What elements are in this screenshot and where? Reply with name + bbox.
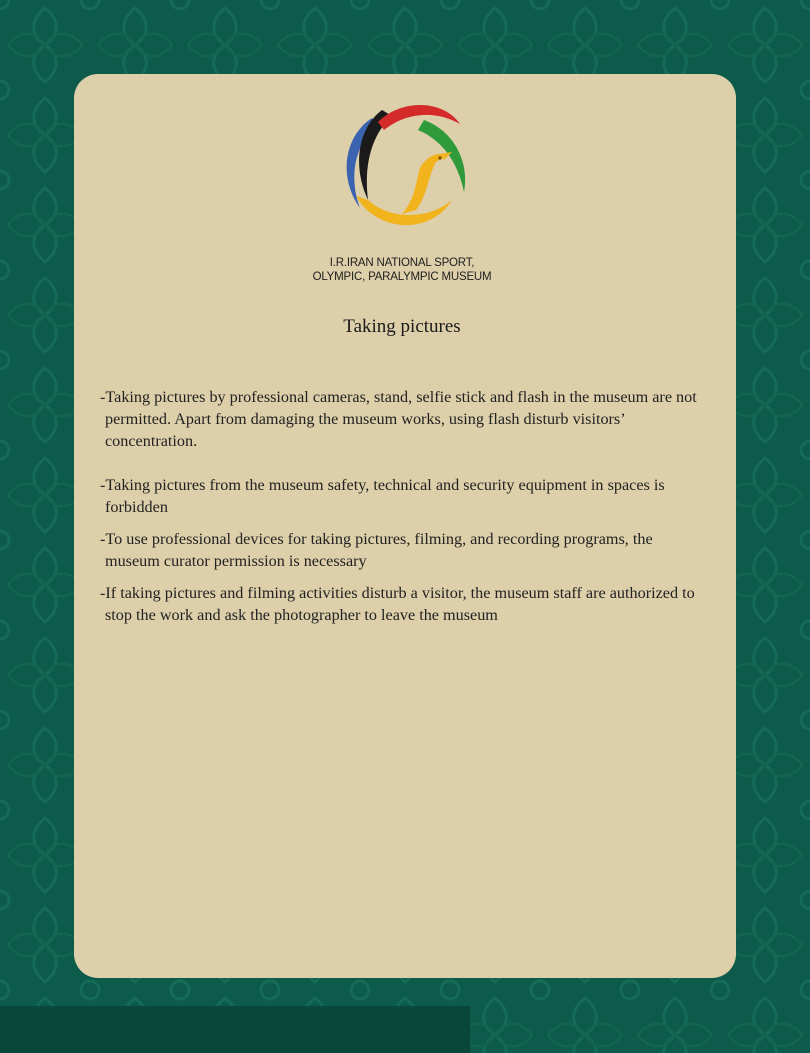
museum-name-line1: I.R.IRAN NATIONAL SPORT, <box>329 257 475 269</box>
rules-list <box>100 386 700 626</box>
museum-name-line2: OLYMPIC, PARALYMPIC MUSEUM <box>312 271 492 283</box>
content-card <box>74 74 736 978</box>
olympic-rings-phoenix-logo-icon <box>332 96 480 244</box>
rule-item: -To use professional devices for taking pictures, filming, and recording programs, the museum curator permission is necessary <box>100 530 653 570</box>
rule-item: -Taking pictures by professional cameras, stand, selfie stick and flash in the museum are not permitted. Apart from damaging the museum works, using flash disturb visitors’ concentration. <box>100 388 697 450</box>
page-title: Taking pictures <box>343 316 461 337</box>
museum-name <box>224 256 580 284</box>
rule-item: -If taking pictures and filming activities disturb a visitor, the museum staff are authorized to stop the work and ask the photographer to leave the museum <box>100 584 695 624</box>
bottom-band <box>0 1006 470 1053</box>
rule-item: -Taking pictures from the museum safety, technical and security equipment in spaces is forbidden <box>100 476 665 516</box>
